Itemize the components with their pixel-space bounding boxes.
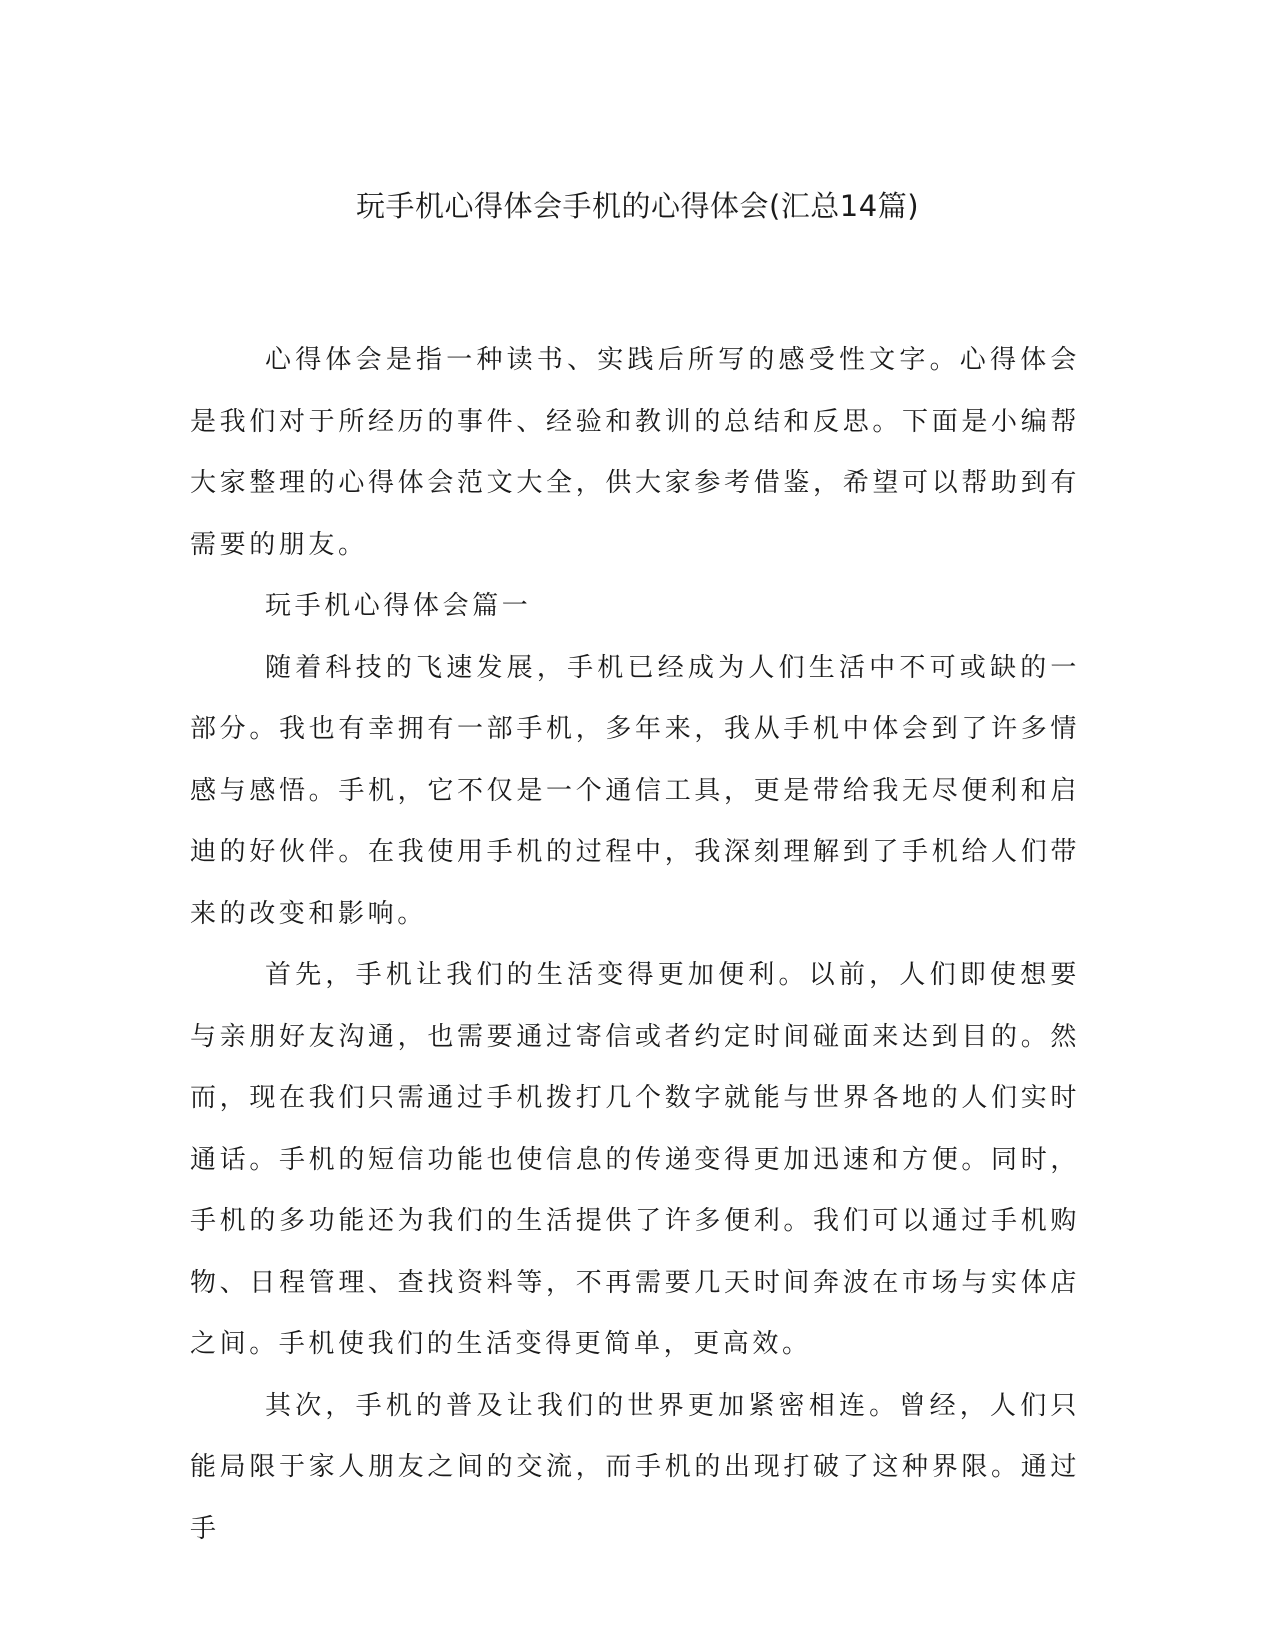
body-paragraph-3: 其次，手机的普及让我们的世界更加紧密相连。曾经，人们只能局限于家人朋友之间的交流，而手机的出现打破了这种界限。通过手: [190, 1390, 1080, 1544]
section-heading: 玩手机心得体会篇一: [265, 591, 532, 621]
body-paragraph-1: 随着科技的飞速发展，手机已经成为人们生活中不可或缺的一部分。我也有幸拥有一部手机，多年来，我从手机中体会到了许多情感与感悟。手机，它不仅是一个通信工具，更是带给我无尽便利和启迪的好伙伴。在我使用手机的过程中，我深刻理解到了手机给人们带来的改变和影响。: [190, 652, 1080, 929]
intro-paragraph: 心得体会是指一种读书、实践后所写的感受性文字。心得体会是我们对于所经历的事件、经验和教训的总结和反思。下面是小编帮大家整理的心得体会范文大全，供大家参考借鉴，希望可以帮助到有需要的朋友。: [190, 345, 1080, 560]
document-body: [190, 330, 1080, 1560]
document-title: 玩手机心得体会手机的心得体会(汇总14篇): [355, 189, 920, 223]
body-paragraph-2: 首先，手机让我们的生活变得更加便利。以前，人们即使想要与亲朋好友沟通，也需要通过寄信或者约定时间碰面来达到目的。然而，现在我们只需通过手机拨打几个数字就能与世界各地的人们实时通话。手机的短信功能也使信息的传递变得更加迅速和方便。同时，手机的多功能还为我们的生活提供了许多便利。我们可以通过手机购物、日程管理、查找资料等，不再需要几天时间奔波在市场与实体店之间。手机使我们的生活变得更简单，更高效。: [190, 960, 1080, 1359]
